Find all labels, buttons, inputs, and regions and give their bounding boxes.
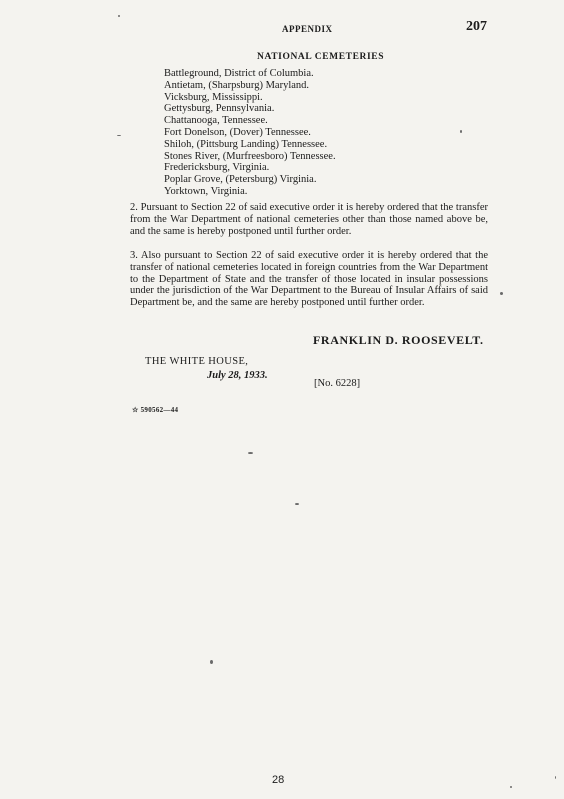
list-item: Gettysburg, Pennsylvania.: [164, 103, 275, 115]
list-item: Chattanooga, Tennessee.: [164, 115, 268, 127]
print-code: ☆ 590562—44: [132, 406, 179, 414]
order-number: [No. 6228]: [314, 378, 361, 389]
list-item: Poplar Grove, (Petersburg) Virginia.: [164, 174, 317, 186]
list-item: Fort Donelson, (Dover) Tennessee.: [164, 126, 311, 138]
date-line: July 28, 1933.: [207, 370, 268, 381]
scan-speck: [295, 503, 299, 505]
scan-speck: [500, 292, 503, 295]
section-heading: NATIONAL CEMETERIES: [257, 52, 385, 62]
list-item: Stones River, (Murfreesboro) Tennessee.: [164, 150, 336, 162]
scan-speck: [248, 452, 253, 454]
scan-speck: [117, 135, 121, 136]
list-item: Fredericksburg, Virginia.: [164, 162, 270, 174]
list-item: Shiloh, (Pittsburg Landing) Tennessee.: [164, 138, 328, 150]
place-line: THE WHITE HOUSE,: [145, 356, 249, 367]
list-item: Vicksburg, Mississippi.: [164, 91, 263, 103]
scan-speck: [510, 786, 512, 788]
signature: FRANKLIN D. ROOSEVELT.: [313, 333, 484, 347]
paragraph-2: 2. Pursuant to Section 22 of said executive order it is hereby ordered that the transfer from the War Department of national cemeteries other than those named above be, and the same is hereby postponed until further order.: [130, 202, 488, 237]
list-item: Battleground, District of Columbia.: [164, 68, 314, 79]
scan-speck: [118, 15, 120, 17]
scan-speck: [210, 660, 213, 664]
running-header: APPENDIX: [282, 24, 333, 34]
page-number-bottom: 28: [272, 774, 285, 786]
scan-speck: [460, 130, 462, 133]
list-item: Yorktown, Virginia.: [164, 185, 248, 197]
paragraph-3: 3. Also pursuant to Section 22 of said executive order it is hereby ordered that the transfer of national cemeteries located in foreign countries from the War Department to the Department of State and the transfer of those located in insular possessions under the jurisdiction of the War Department to the Bureau of Insular Affairs of said Department be, and the same are hereby postponed until further order.: [130, 250, 488, 309]
list-item: Antietam, (Sharpsburg) Maryland.: [164, 79, 310, 91]
cemetery-list: [164, 68, 336, 198]
page-number-top: 207: [466, 19, 487, 34]
scan-speck: [555, 776, 556, 779]
